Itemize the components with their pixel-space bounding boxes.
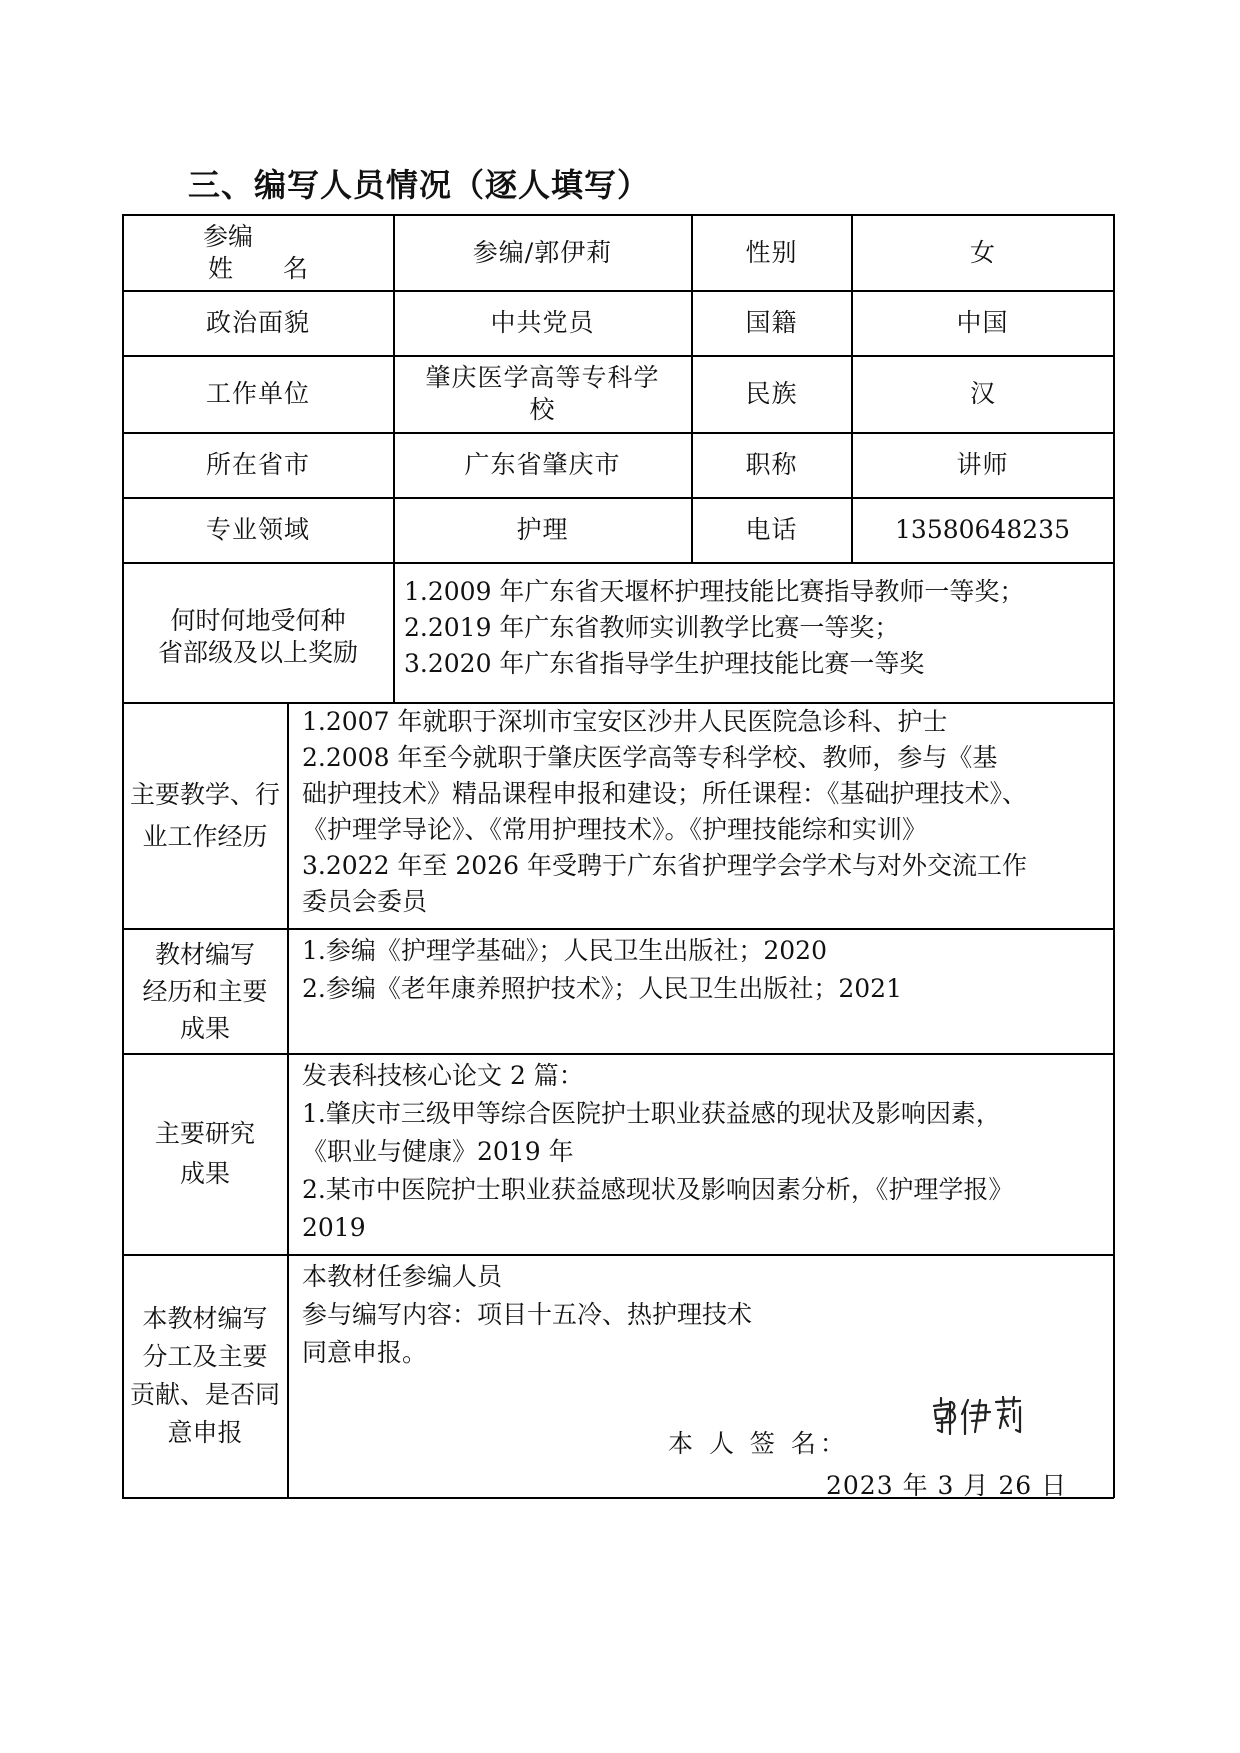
signature-date: 2023 年 3 月 26 日 — [826, 1471, 1068, 1500]
work-unit-value: 肇庆医学高等专科学校 — [425, 363, 660, 424]
experience-line: 委员会委员 — [302, 887, 428, 916]
research-line: 1.肇庆市三级甲等综合医院护士职业获益感的现状及影响因素， — [302, 1099, 1001, 1128]
textbook-line: 2.参编《老年康养照护技术》；人民卫生出版社；2021 — [302, 974, 902, 1003]
ethnicity-value: 汉 — [969, 379, 995, 408]
research-line: 2.某市中医院护士职业获益感现状及影响因素分析，《护理学报》 — [302, 1175, 1014, 1204]
experience-line: 2.2008 年至今就职于肇庆医学高等专科学校、教师，参与《基 — [302, 743, 998, 772]
handwritten-signature — [928, 1392, 1028, 1440]
phone-label: 电话 — [745, 515, 798, 544]
name-label-line1: 参编 — [202, 221, 253, 251]
research-line: 发表科技核心论文 2 篇： — [302, 1061, 584, 1090]
experience-label — [123, 703, 287, 928]
awards-item: 3.2020 年广东省指导学生护理技能比赛一等奖 — [404, 649, 925, 678]
awards-label-line1: 何时何地受何种 — [170, 605, 346, 635]
division-label-line1: 本教材编写 — [142, 1304, 268, 1333]
title-label: 职称 — [745, 450, 798, 479]
division-line: 本教材任参编人员 — [302, 1262, 503, 1291]
division-label-line3: 贡献、是否同 — [129, 1380, 280, 1409]
ethnicity-label: 民族 — [745, 379, 798, 408]
division-label — [123, 1255, 287, 1497]
experience-line: 础护理技术》精品课程申报和建设；所任课程：《基础护理技术》、 — [302, 779, 1028, 808]
research-line: 《职业与健康》2019 年 — [302, 1137, 574, 1166]
experience-label-line2: 业工作经历 — [142, 821, 268, 851]
political-label: 政治面貌 — [205, 308, 310, 337]
awards-item: 1.2009 年广东省天堰杯护理技能比赛指导教师一等奖； — [404, 577, 1025, 606]
textbook-label — [123, 929, 287, 1053]
research-label-line1: 主要研究 — [154, 1119, 255, 1148]
awards-label-line2: 省部级及以上奖励 — [157, 637, 358, 667]
division-label-line4: 意申报 — [167, 1418, 243, 1447]
name-label — [123, 215, 393, 290]
field-label: 专业领域 — [205, 515, 310, 544]
research-line: 2019 — [302, 1213, 366, 1242]
research-text — [302, 1057, 1013, 1247]
section-title: 三、编写人员情况（逐人填写） — [188, 166, 651, 204]
textbook-text — [302, 932, 902, 1008]
work-unit-label: 工作单位 — [205, 379, 310, 408]
experience-line: 1.2007 年就职于深圳市宝安区沙井人民医院急诊科、护士 — [302, 707, 948, 736]
division-line: 参与编写内容：项目十五冷、热护理技术 — [302, 1300, 753, 1329]
name-label-line2: 姓 名 — [207, 253, 308, 283]
textbook-label-line1: 教材编写 — [154, 939, 255, 969]
experience-label-line1: 主要教学、行 — [129, 779, 280, 809]
research-label-line2: 成果 — [179, 1159, 230, 1188]
phone-value: 13580648235 — [895, 515, 1070, 544]
gender-value: 女 — [969, 237, 995, 267]
name-value: 参编/郭伊莉 — [472, 237, 613, 267]
signature-label: 本 人 签 名： — [668, 1429, 849, 1458]
division-line: 同意申报。 — [302, 1338, 428, 1367]
title-value: 讲师 — [956, 450, 1009, 479]
experience-line: 《护理学导论》、《常用护理技术》。《护理技能综和实训》 — [302, 815, 928, 844]
textbook-label-line3: 成果 — [179, 1013, 230, 1043]
textbook-label-line2: 经历和主要 — [142, 976, 268, 1006]
location-label: 所在省市 — [205, 450, 310, 479]
nationality-value: 中国 — [956, 308, 1009, 337]
political-value: 中共党员 — [490, 308, 595, 337]
nationality-label: 国籍 — [745, 308, 798, 337]
experience-text — [302, 704, 1027, 920]
experience-line: 3.2022 年至 2026 年受聘于广东省护理学会学术与对外交流工作 — [302, 851, 1027, 880]
research-label — [123, 1054, 287, 1254]
location-value: 广东省肇庆市 — [464, 450, 621, 479]
awards-label — [123, 563, 393, 702]
awards-item: 2.2019 年广东省教师实训教学比赛一等奖； — [404, 613, 900, 642]
awards-list — [404, 574, 1024, 682]
textbook-line: 1.参编《护理学基础》；人民卫生出版社；2020 — [302, 936, 827, 965]
division-text — [302, 1258, 752, 1372]
gender-label: 性别 — [745, 237, 798, 267]
field-value: 护理 — [516, 515, 569, 544]
division-label-line2: 分工及主要 — [142, 1342, 268, 1371]
